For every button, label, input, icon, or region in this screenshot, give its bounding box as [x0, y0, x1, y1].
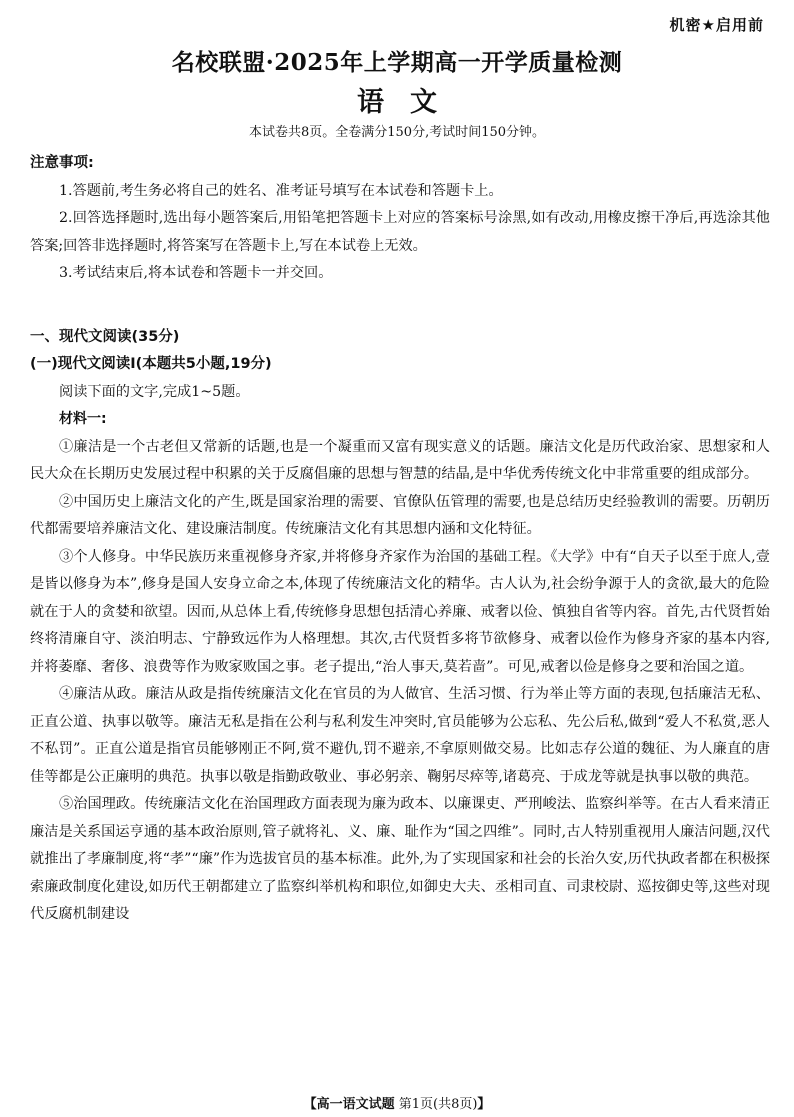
- footer-page-info: 第1页(共8页): [398, 1097, 478, 1112]
- exam-info: 本试卷共8页。全卷满分150分,考试时间150分钟。: [248, 125, 546, 140]
- article-paragraph: ④廉洁从政。廉洁从政是指传统廉洁文化在官员的为人做官、生活习惯、行为举止等方面的表现,包括廉洁无私、正直公道、执事以敬等。廉洁无私是指在公利与私利发生冲突时,官员能够为公忘私、先公后私,做到“爱人不私赏,恶人不私罚”。正直公道是指官员能够刚正不阿,赏不避仇,罚不避亲,不拿原则做交易。比如志存公道的魏征、为人廉直的唐佳等都是公正廉明的典范。执事以敬是指勤政敬业、事必躬亲、鞠躬尽瘁等,诸葛亮、于成龙等就是执事以敬的典范。: [30, 686, 770, 785]
- footer-right-bracket: 】: [477, 1097, 491, 1112]
- footer-left-bracket: 【: [303, 1097, 317, 1112]
- article-paragraph: ⑤治国理政。传统廉洁文化在治国理政方面表现为廉为政本、以廉课吏、严刑峻法、监察纠举等。在古人看来清正廉洁是关系国运亨通的基本政治原则,管子就将礼、义、廉、耻作为“国之四维”。同时,古人特别重视用人廉洁问题,汉代就推出了孝廉制度,将“孝”“廉”作为选拔官员的基本标准。此外,为了实现国家和社会的长治久安,历代执政者都在积极探索廉政制度化建设,如历代王朝都建立了监察纠举机构和职位,如御史大夫、丞相司直、司隶校尉、巡按御史等,这些对现代反腐机制建设: [30, 796, 770, 922]
- notice-item: 3.考试结束后,将本试卷和答题卡一并交回。: [59, 265, 333, 281]
- confidential-mark: 机密★启用前: [669, 16, 764, 34]
- exam-title: 名校联盟·2025年上学期高一开学质量检测: [171, 49, 623, 76]
- section-subtitle: (一)现代文阅读Ⅰ(本题共5小题,19分): [30, 356, 272, 372]
- spacer: [30, 288, 770, 324]
- page-body: [30, 150, 770, 929]
- footer-paper-name: 高一语文试题: [316, 1097, 395, 1112]
- notice-item: 2.回答选择题时,选出每小题答案后,用铅笔把答题卡上对应的答案标号涂黑,如有改动,用橡皮擦干净后,再选涂其他答案;回答非选择题时,将答案写在答题卡上,写在本试卷上无效。: [30, 210, 770, 254]
- article-paragraph: ②中国历史上廉洁文化的产生,既是国家治理的需要、官僚队伍管理的需要,也是总结历史经验教训的需要。历朝历代都需要培养廉洁文化、建设廉洁制度。传统廉洁文化有其思想内涵和文化特征。: [30, 493, 770, 537]
- reading-instruction: 阅读下面的文字,完成1~5题。: [59, 383, 250, 400]
- notice-heading: 注意事项:: [30, 155, 94, 171]
- subject-title: 语文: [357, 87, 463, 118]
- section-title: 一、现代文阅读(35分): [30, 328, 180, 345]
- page-footer: [0, 1093, 794, 1112]
- notice-item: 1.答题前,考生务必将自己的姓名、准考证号填写在本试卷和答题卡上。: [59, 182, 503, 199]
- material-label: 材料一:: [59, 411, 107, 427]
- article-paragraph: ③个人修身。中华民族历来重视修身齐家,并将修身齐家作为治国的基础工程。《大学》中有“自天子以至于庶人,壹是皆以修身为本”,修身是国人安身立命之本,体现了传统廉洁文化的精华。古人认为,社会纷争源于人的贪欲,最大的危险就在于人的贪婪和欲望。因而,从总体上看,传统修身思想包括清心养廉、戒奢以俭、慎独自省等内容。首先,古代贤哲始终将清廉自守、淡泊明志、宁静致远作为人格理想。其次,古代贤哲多将节欲修身、戒奢以俭作为修身齐家的基本内容,并将萎靡、奢侈、浪费等作为败家败国之事。老子提出,“治人事天,莫若啬”。可见,戒奢以俭是修身之要和治国之道。: [30, 548, 770, 675]
- article-paragraph: ①廉洁是一个古老但又常新的话题,也是一个凝重而又富有现实意义的话题。廉洁文化是历代政治家、思想家和人民大众在长期历史发展过程中积累的关于反腐倡廉的思想与智慧的结晶,是中华优秀传统文化中非常重要的组成部分。: [30, 438, 770, 482]
